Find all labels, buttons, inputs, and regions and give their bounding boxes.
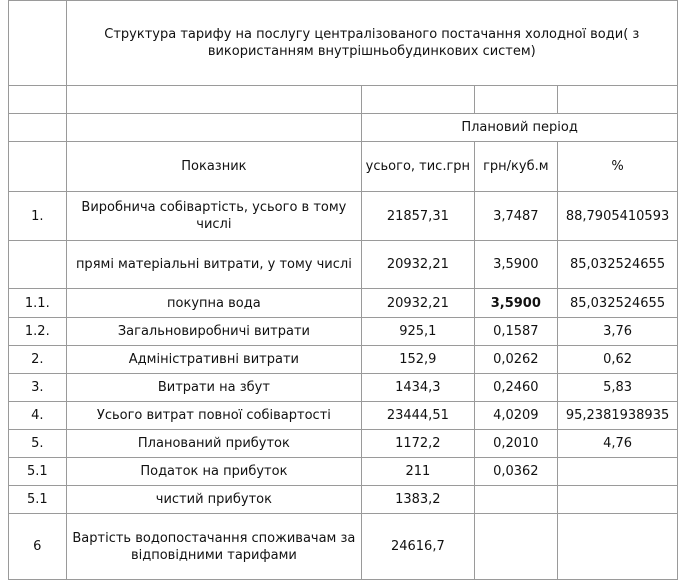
row-total: 1434,3 (362, 374, 474, 402)
row-name: Податок на прибуток (66, 458, 362, 486)
row-per-unit: 0,0262 (474, 346, 558, 374)
table-row (9, 289, 678, 318)
header-total: усього, тис.грн (362, 142, 474, 192)
row-total: 21857,31 (362, 192, 474, 241)
row-per-unit (474, 514, 558, 580)
row-name: Адміністративні витрати (66, 346, 362, 374)
row-percent (558, 458, 678, 486)
row-percent: 88,7905410593 (558, 192, 678, 241)
row-percent: 85,032524655 (558, 289, 678, 318)
table-row (9, 241, 678, 289)
row-total: 211 (362, 458, 474, 486)
header-percent: % (558, 142, 678, 192)
empty-cell (66, 86, 362, 114)
header-per-unit: грн/куб.м (474, 142, 558, 192)
table-row (9, 346, 678, 374)
row-name: Усього витрат повної собівартості (66, 402, 362, 430)
row-number: 1. (9, 192, 67, 241)
row-percent: 85,032524655 (558, 241, 678, 289)
row-percent: 3,76 (558, 318, 678, 346)
table-row (9, 430, 678, 458)
table-row (9, 402, 678, 430)
spacer-row (9, 86, 678, 114)
row-percent: 95,2381938935 (558, 402, 678, 430)
period-row (9, 114, 678, 142)
row-per-unit: 0,0362 (474, 458, 558, 486)
row-per-unit: 0,2010 (474, 430, 558, 458)
row-name: Планований прибуток (66, 430, 362, 458)
table-row (9, 192, 678, 241)
empty-cell (9, 114, 67, 142)
empty-cell (9, 142, 67, 192)
row-number (9, 241, 67, 289)
row-number: 5.1 (9, 458, 67, 486)
period-header: Плановий період (362, 114, 678, 142)
row-name: Витрати на збут (66, 374, 362, 402)
table-row (9, 318, 678, 346)
row-name: Виробнича собівартість, усього в тому числі (66, 192, 362, 241)
row-percent: 5,83 (558, 374, 678, 402)
row-number: 3. (9, 374, 67, 402)
row-name: чистий прибуток (66, 486, 362, 514)
empty-cell (474, 86, 558, 114)
table-row (9, 374, 678, 402)
row-number: 2. (9, 346, 67, 374)
row-number: 6 (9, 514, 67, 580)
row-per-unit: 3,5900 (474, 241, 558, 289)
row-total: 20932,21 (362, 289, 474, 318)
table-title: Структура тарифу на послугу централізованого постачання холодної води( з використанням внутрішньобудинкових систем) (66, 1, 677, 86)
row-per-unit: 0,1587 (474, 318, 558, 346)
row-percent (558, 514, 678, 580)
row-total: 20932,21 (362, 241, 474, 289)
empty-cell (9, 86, 67, 114)
row-per-unit: 0,2460 (474, 374, 558, 402)
empty-cell (362, 86, 474, 114)
row-per-unit: 3,5900 (474, 289, 558, 318)
empty-cell (9, 1, 67, 86)
header-row (9, 142, 678, 192)
row-total: 1172,2 (362, 430, 474, 458)
row-name: прямі матеріальні витрати, у тому числі (66, 241, 362, 289)
row-number: 1.2. (9, 318, 67, 346)
empty-cell (66, 114, 362, 142)
row-per-unit: 3,7487 (474, 192, 558, 241)
row-per-unit: 4,0209 (474, 402, 558, 430)
row-name: покупна вода (66, 289, 362, 318)
table-row (9, 486, 678, 514)
tariff-structure-table (8, 0, 678, 580)
row-per-unit (474, 486, 558, 514)
table-row (9, 514, 678, 580)
row-name: Загальновиробничі витрати (66, 318, 362, 346)
row-total: 23444,51 (362, 402, 474, 430)
row-percent: 4,76 (558, 430, 678, 458)
row-name: Вартість водопостачання споживачам за відповідними тарифами (66, 514, 362, 580)
row-total: 24616,7 (362, 514, 474, 580)
row-percent (558, 486, 678, 514)
header-indicator: Показник (66, 142, 362, 192)
row-number: 4. (9, 402, 67, 430)
row-total: 1383,2 (362, 486, 474, 514)
row-number: 5.1 (9, 486, 67, 514)
row-number: 5. (9, 430, 67, 458)
row-number: 1.1. (9, 289, 67, 318)
empty-cell (558, 86, 678, 114)
title-row (9, 1, 678, 86)
table-row (9, 458, 678, 486)
row-total: 925,1 (362, 318, 474, 346)
row-percent: 0,62 (558, 346, 678, 374)
row-total: 152,9 (362, 346, 474, 374)
